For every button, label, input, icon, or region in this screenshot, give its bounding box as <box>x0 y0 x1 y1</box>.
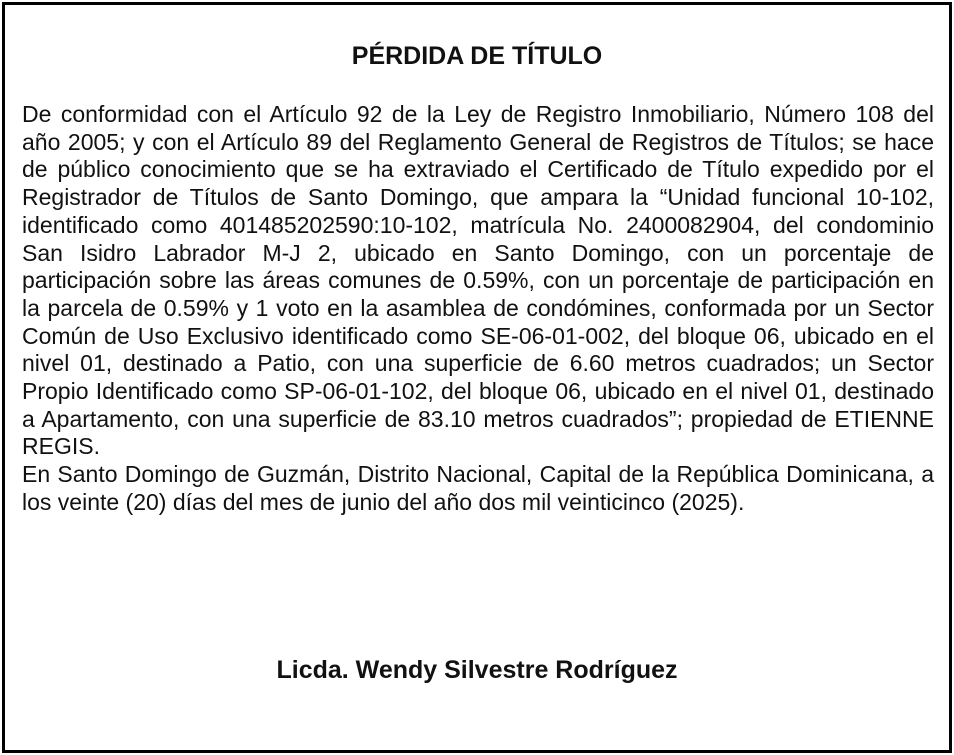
notice-paragraph-main: De conformidad con el Artículo 92 de la Ley de Registro Inmobiliario, Número 108 del año 2005; y con el Artículo 89 del Reglamento General de Registros de Títulos; se hace de público conocimiento que se ha extraviado el Certificado de Título expedido por el Registrador de Títulos de Santo Domingo, que ampara la “Unidad funcional 10-102, identificado como 401485202590:10-102, matrícula No. 2400082904, del condominio San Isidro Labrador M-J 2, ubicado en Santo Domingo, con un porcentaje de participación sobre las áreas comunes de 0.59%, con un porcentaje de participación en la parcela de 0.59% y 1 voto en la asamblea de condómines, conformada por un Sector Común de Uso Exclusivo identificado como SE-06-01-002, del bloque 06, ubicado en el nivel 01, destinado a Patio, con una superficie de 6.60 metros cuadrados; un Sector Propio Identificado como SP-06-01-102, del bloque 06, ubicado en el nivel 01, destinado a Apartamento, con una superficie de 83.10 metros cuadrados”; propiedad de ETIENNE REGIS. <box>22 101 934 460</box>
notice-frame <box>2 2 952 753</box>
notice-title: PÉRDIDA DE TÍTULO <box>351 42 603 70</box>
notice-body <box>22 101 934 517</box>
notice-paragraph-date: En Santo Domingo de Guzmán, Distrito Nacional, Capital de la República Dominicana, a los veinte (20) días del mes de junio del año dos mil veinticinco (2025). <box>22 461 934 515</box>
notice-signature: Licda. Wendy Silvestre Rodríguez <box>276 656 678 684</box>
